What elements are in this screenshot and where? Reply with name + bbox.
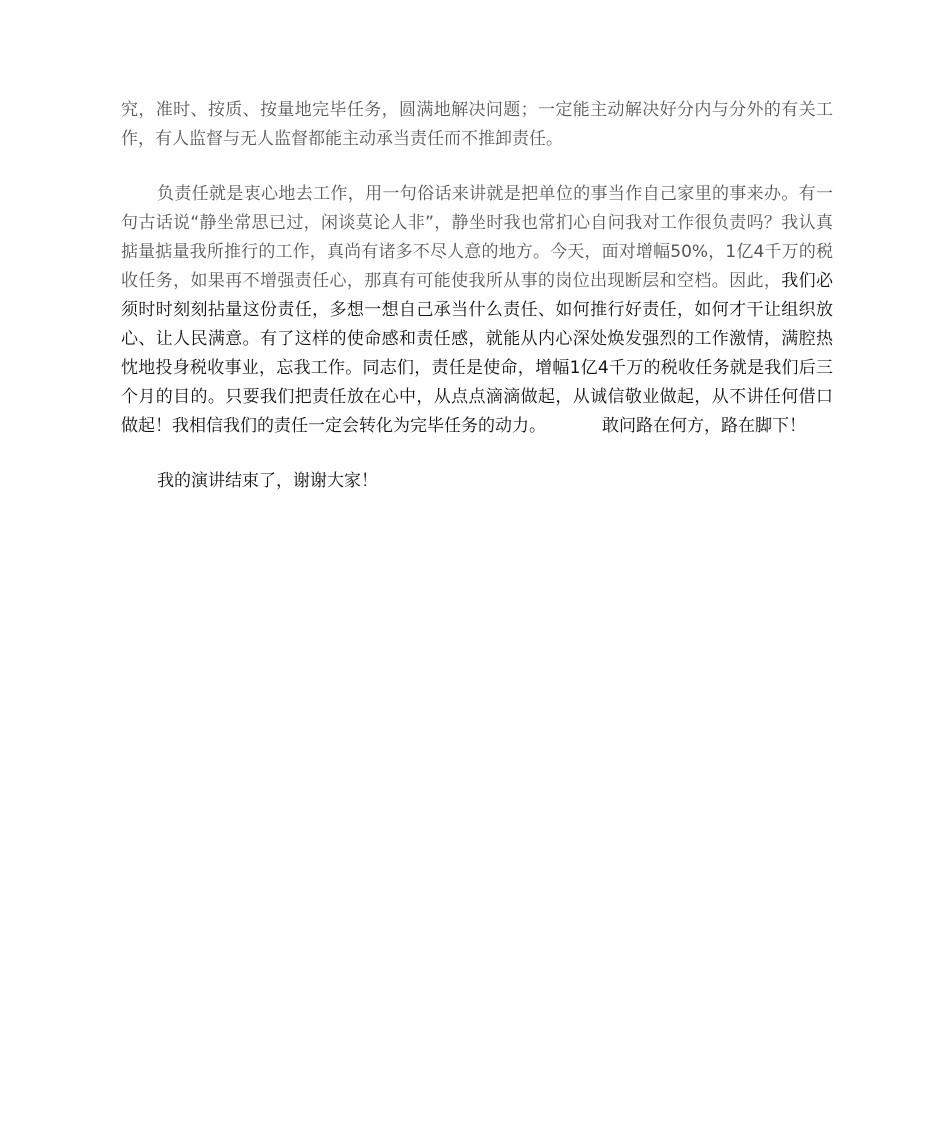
paragraph-responsibility <box>121 180 833 441</box>
paragraph-text-closing: 敢问路在何方，路在脚下！ <box>602 416 806 436</box>
paragraph-text: 究，准时、按质、按量地完毕任务，圆满地解决问题；一定能主动解决好分内与分外的有关工作，有人监督与无人监督都能主动承当责任而不推卸责任。 <box>121 100 833 149</box>
paragraph-text: 我的演讲结束了，谢谢大家！ <box>157 471 378 491</box>
paragraph-text-intro: 负责任就是衷心地去工作，用一句俗话来讲就是把单位的事当作自己家里的事来办。有一句古话说“静坐常思已过，闲谈莫论人非”，静坐时我也常扪心自问我对工作很负责吗？我认真掂量掂量我所推行的工作，真尚有诸多不尽人意的地方。今天，面对增幅50%，1亿4千万的税收任务，如果再不增强责任心，那真有可能使我所从事的岗位出现断层和空档。因此， <box>121 184 833 291</box>
paragraph-continuation <box>121 96 833 154</box>
document-body <box>121 96 833 522</box>
paragraph-text-emphasis: 我们必须时时刻刻拈量这份责任，多想一想自己承当什么责任、如何推行好责任，如何才干让组织放心、让人民满意。有了这样的使命感和责任感，就能从内心深处焕发强烈的工作激情，满腔热忱地投身税收事业，忘我工作。同志们，责任是使命，增幅1亿4千万的税收任务就是我们后三个月的目的。只要我们把责任放在心中，从点点滴滴做起，从诚信敬业做起，从不讲任何借口做起！我相信我们的责任一定会转化为完毕任务的动力。 <box>121 271 833 436</box>
paragraph-ending <box>121 467 833 496</box>
